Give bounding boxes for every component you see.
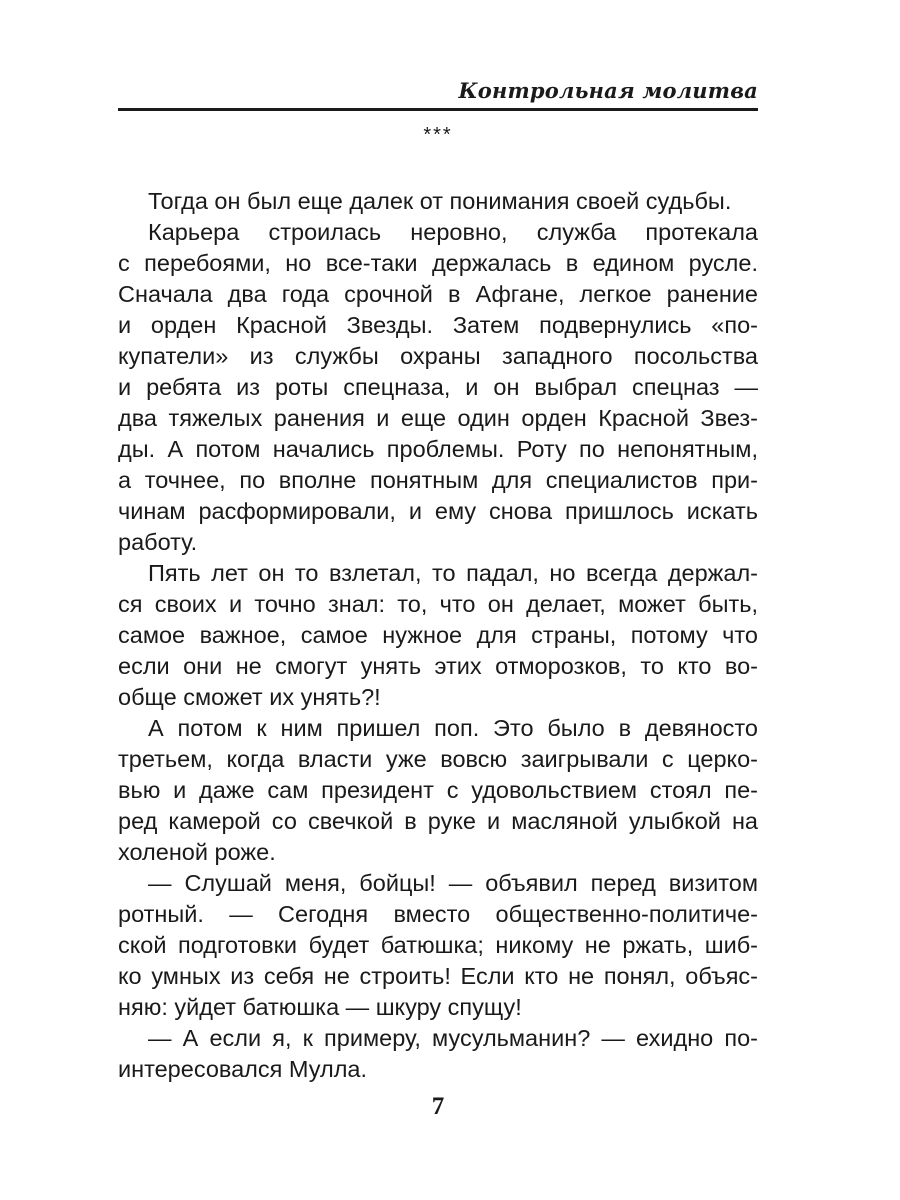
text-line: Пять лет он то взлетал, то падал, но всегда держал- — [148, 560, 758, 586]
text-line: ды. А потом начались проблемы. Роту по непонятным, — [118, 436, 758, 462]
text-line: няю: уйдет батюшка — шкуру спущу! — [118, 994, 522, 1020]
text-line: ко умных из себя не строить! Если кто не понял, объяс- — [118, 963, 758, 989]
text-line: а точнее, по вполне понятным для специалистов при- — [118, 467, 758, 493]
text-line: купатели» из службы охраны западного посольства — [118, 343, 758, 369]
section-break: *** — [423, 124, 453, 146]
text-line: ся своих и точно знал: то, что он делает, может быть, — [118, 591, 758, 617]
text-line: Тогда он был еще далек от понимания своей судьбы. — [148, 188, 732, 214]
text-line: работу. — [118, 529, 198, 555]
page-number: 7 — [431, 1093, 445, 1120]
text-line: — А если я, к примеру, мусульманин? — ехидно по- — [148, 1025, 758, 1051]
text-line: ред камерой со свечкой в руке и масляной улыбкой на — [118, 808, 758, 834]
paragraph — [118, 186, 758, 217]
paragraph — [118, 558, 758, 713]
text-line: А потом к ним пришел поп. Это было в девяносто — [148, 715, 758, 741]
body-text — [118, 186, 758, 1085]
text-line: третьем, когда власти уже вовсю заигрывали с церко- — [118, 746, 758, 772]
text-line: — Слушай меня, бойцы! — объявил перед визитом — [148, 870, 758, 896]
text-line: если они не смогут унять этих отморозков, то кто во- — [118, 653, 758, 679]
text-line: с перебоями, но все-таки держалась в едином русле. — [118, 250, 758, 276]
text-line: Сначала два года срочной в Афгане, легкое ранение — [118, 281, 758, 307]
text-line: два тяжелых ранения и еще один орден Красной Звез- — [118, 405, 758, 431]
paragraph — [118, 713, 758, 868]
text-line: ской подготовки будет батюшка; никому не ржать, шиб- — [118, 932, 758, 958]
text-line: самое важное, самое нужное для страны, потому что — [118, 622, 758, 648]
paragraph — [118, 1023, 758, 1085]
text-line: холеной роже. — [118, 839, 276, 865]
header-divider — [118, 108, 758, 111]
text-line: чинам расформировали, и ему снова пришлось искать — [118, 498, 758, 524]
text-line: вью и даже сам президент с удовольствием стоял пе- — [118, 777, 758, 803]
running-head-title: Контрольная молитва — [458, 78, 758, 103]
text-line: Карьера строилась неровно, служба протекала — [148, 219, 758, 245]
text-line: интересовался Мулла. — [118, 1056, 367, 1082]
text-line: обще сможет их унять?! — [118, 684, 381, 710]
paragraph — [118, 217, 758, 558]
text-line: и орден Красной Звезды. Затем подвернулись «по- — [118, 312, 758, 338]
paragraph — [118, 868, 758, 1023]
text-line: и ребята из роты спецназа, и он выбрал спецназ — — [118, 374, 758, 400]
text-line: ротный. — Сегодня вместо общественно-политиче- — [118, 901, 758, 927]
